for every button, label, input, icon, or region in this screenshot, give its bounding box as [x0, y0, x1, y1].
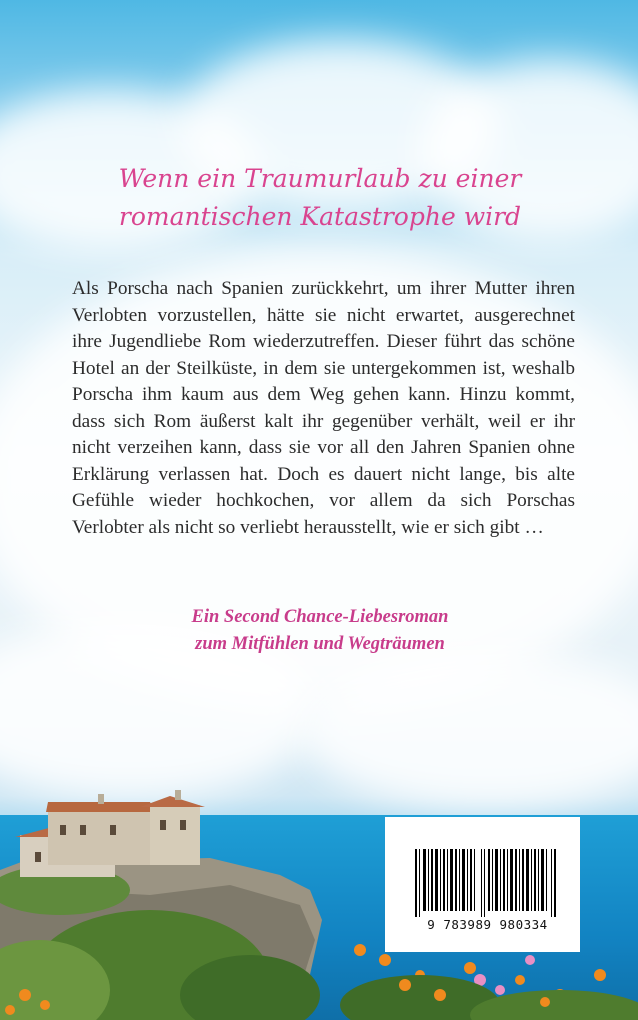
barcode-box [385, 817, 580, 952]
barcode [415, 849, 557, 917]
tagline-line-1: Wenn ein Traumurlaub zu einer [118, 164, 522, 193]
house [15, 790, 205, 877]
subtitle [100, 604, 540, 658]
subtitle-line-2: zum Mitfühlen und Wegträumen [195, 634, 445, 654]
blurb-text: Als Porscha nach Spanien zurückkehrt, um ihrer Mutter ihren Verlobten vorzustellen, hätte sie nicht erwartet, ausgerechnet ihre Jugendliebe Rom wiederzutreffen. Dieser führt das schöne Hotel an der Steilküste, in dem sie untergekommen ist, weshalb Porscha ihm kaum aus dem Weg gehen kann. Hinzu kommt, dass sich Rom äußerst kalt ihr gegenüber verhält, weil er ihr nicht verzeihen kann, dass sie vor all den Jahren Spanien ohne Erklärung verlassen hat. Doch es dauert nicht lange, bis alte Gefühle wieder hochkochen, vor allem da sich Porschas Verlobter als nicht so verliebt herausstellt, wie er sich gibt … [72, 278, 575, 538]
subtitle-line-1: Ein Second Chance-Liebesroman [191, 607, 449, 627]
tagline-line-2: romantischen Katastrophe wird [118, 202, 522, 231]
tagline [60, 160, 580, 236]
isbn-number: 9 783989 980334 [427, 917, 548, 932]
